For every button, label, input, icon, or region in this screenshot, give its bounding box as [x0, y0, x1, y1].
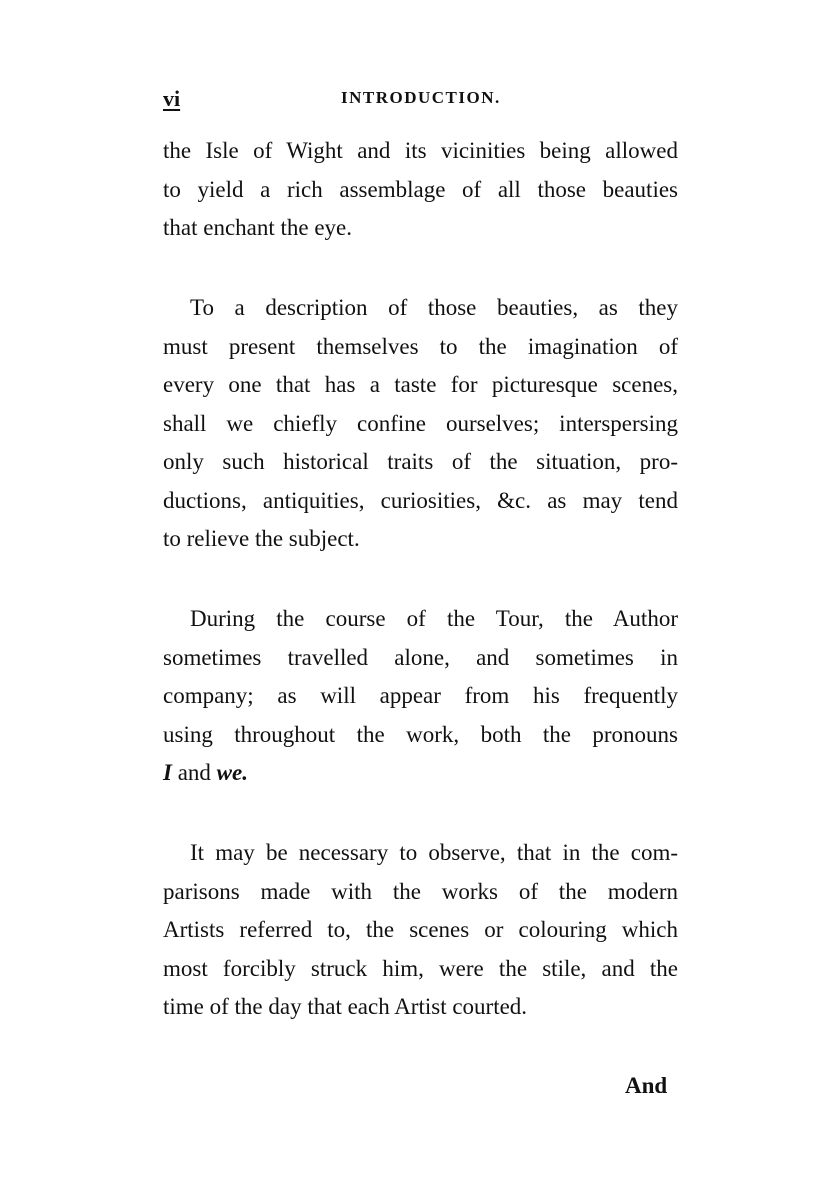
text-line: most forcibly struck him, were the stile, and the — [163, 955, 678, 981]
running-head — [163, 86, 678, 116]
text-line: parisons made with the works of the modern — [163, 878, 678, 904]
text-line: using throughout the work, both the pronouns — [163, 721, 678, 747]
text-line: time of the day that each Artist courted. — [163, 994, 528, 1019]
paragraph-1 — [163, 132, 678, 248]
text-line: the Isle of Wight and its vicinities being allowed — [163, 138, 678, 163]
text-line: During the course of the Tour, the Author — [190, 606, 678, 631]
text-line: ductions, antiquities, curiosities, &c. as may tend — [163, 487, 678, 513]
pronoun-we: we. — [216, 760, 248, 785]
pronoun-i: I — [163, 760, 172, 785]
text-line: sometimes travelled alone, and sometimes in — [163, 644, 678, 670]
text-line: It may be necessary to observe, that in the com- — [190, 840, 678, 865]
text-line: shall we chiefly confine ourselves; interspersing — [163, 410, 678, 436]
conjunction: and — [177, 760, 211, 785]
text-line: Artists referred to, the scenes or colouring which — [163, 917, 678, 942]
text-line: company; as will appear from his frequently — [163, 683, 678, 708]
text-line: to yield a rich assemblage of all those beauties — [163, 176, 678, 202]
paragraph-2 — [163, 289, 678, 559]
text-line: only such historical traits of the situation, pro- — [163, 449, 678, 474]
catchword: And — [625, 1073, 668, 1098]
text-line: that enchant the eye. — [163, 215, 353, 240]
paragraph-4 — [163, 834, 678, 1027]
text-line: every one that has a taste for picturesque scenes, — [163, 372, 678, 397]
text-line: to relieve the subject. — [163, 526, 360, 551]
page-number: vi — [163, 86, 181, 111]
text-line: must present themselves to the imagination of — [163, 333, 678, 359]
text-line: To a description of those beauties, as they — [190, 295, 678, 320]
text-line-pronouns — [163, 754, 678, 793]
section-title: INTRODUCTION. — [341, 88, 501, 107]
paragraph-3 — [163, 600, 678, 793]
